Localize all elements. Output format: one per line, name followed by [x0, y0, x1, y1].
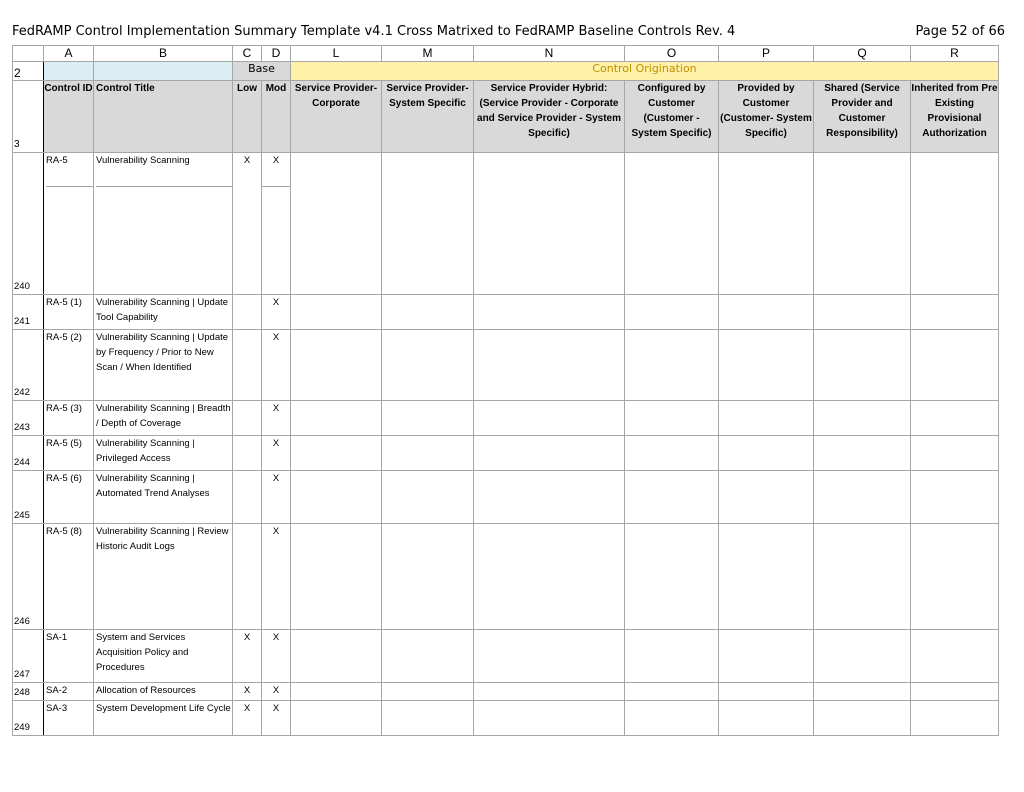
empty-cell [719, 630, 814, 683]
low-cell: X [233, 683, 262, 701]
row-number: 247 [13, 630, 44, 683]
row-number: 248 [13, 683, 44, 701]
page-header [12, 24, 1005, 42]
low-header: Low [233, 81, 262, 153]
table-row [13, 295, 999, 330]
empty-cell [474, 701, 625, 736]
control-id: RA-5 [46, 155, 68, 166]
empty-cell [382, 524, 474, 630]
control-title: Vulnerability Scanning | Privileged Access [94, 436, 233, 471]
control-id: RA-5 (5) [44, 436, 94, 471]
empty-cell [291, 436, 382, 471]
control-title: Vulnerability Scanning | Update by Frequency / Prior to New Scan / When Identified [94, 330, 233, 401]
control-id: RA-5 (3) [44, 401, 94, 436]
empty-cell [719, 401, 814, 436]
shared-header: Shared (Service Provider and Customer Responsibility) [814, 81, 911, 153]
empty-cell [911, 436, 999, 471]
control-title: Allocation of Resources [94, 683, 233, 701]
empty-cell [719, 436, 814, 471]
empty-cell [911, 330, 999, 401]
empty-cell [382, 330, 474, 401]
low-cell [233, 436, 262, 471]
table-row [13, 630, 999, 683]
empty-cell [814, 401, 911, 436]
empty-cell [474, 436, 625, 471]
empty-cell [719, 330, 814, 401]
provided-by-customer-header: Provided by Customer (Customer- System Specific) [719, 81, 814, 153]
empty-cell [382, 630, 474, 683]
page-number: Page 52 of 66 [915, 24, 1005, 39]
row-number: 245 [13, 471, 44, 524]
document-title: FedRAMP Control Implementation Summary Template v4.1 Cross Matrixed to FedRAMP Baseline Controls Rev. 4 [12, 24, 736, 39]
column-header: L [291, 46, 382, 62]
row-number: 3 [13, 81, 44, 153]
table-row [13, 153, 999, 295]
low-cell [233, 295, 262, 330]
control-title: Vulnerability Scanning | Review Historic Audit Logs [94, 524, 233, 630]
mod-cell: X [262, 471, 291, 524]
empty-cell [291, 295, 382, 330]
control-title-cell [94, 153, 233, 295]
control-id: SA-1 [44, 630, 94, 683]
row-number: 240 [13, 153, 44, 295]
column-header: Q [814, 46, 911, 62]
control-title: Vulnerability Scanning | Update Tool Capability [94, 295, 233, 330]
table-row [13, 524, 999, 630]
empty-cell [474, 295, 625, 330]
mod-cell: X [262, 401, 291, 436]
inherited-header: Inherited from Pre Existing Provisional Authorization [911, 81, 999, 153]
empty-cell [474, 471, 625, 524]
empty-cell [625, 471, 719, 524]
empty-cell [291, 153, 382, 295]
control-id: SA-2 [44, 683, 94, 701]
sp-system-specific-header: Service Provider- System Specific [382, 81, 474, 153]
sp-hybrid-header: Service Provider Hybrid: (Service Provider - Corporate and Service Provider - System Specific) [474, 81, 625, 153]
column-header: N [474, 46, 625, 62]
empty-cell [291, 524, 382, 630]
control-title: Vulnerability Scanning [96, 155, 190, 166]
empty-cell [814, 471, 911, 524]
control-title: System and Services Acquisition Policy and Procedures [94, 630, 233, 683]
mod-mark: X [272, 155, 280, 166]
control-origination-header: Control Origination [291, 62, 999, 81]
empty-cell [911, 401, 999, 436]
empty-cell [474, 153, 625, 295]
empty-cell [719, 683, 814, 701]
empty-cell [625, 401, 719, 436]
empty-cell [814, 436, 911, 471]
empty-cell [911, 630, 999, 683]
empty-cell [291, 471, 382, 524]
field-header-row [13, 81, 999, 153]
table-row [13, 701, 999, 736]
row-number: 242 [13, 330, 44, 401]
control-id: RA-5 (6) [44, 471, 94, 524]
empty-cell [719, 701, 814, 736]
low-cell [233, 330, 262, 401]
control-title: Vulnerability Scanning | Automated Trend Analyses [94, 471, 233, 524]
table-row [13, 436, 999, 471]
empty-cell [474, 630, 625, 683]
empty-cell [625, 153, 719, 295]
low-cell: X [233, 630, 262, 683]
empty-cell [814, 295, 911, 330]
column-header: M [382, 46, 474, 62]
empty-cell [382, 295, 474, 330]
table-row [13, 683, 999, 701]
empty-cell [814, 701, 911, 736]
control-title-header: Control Title [94, 81, 233, 153]
row-number: 243 [13, 401, 44, 436]
empty-cell [382, 401, 474, 436]
column-letter-row [13, 46, 999, 62]
empty-cell [814, 524, 911, 630]
column-header: B [94, 46, 233, 62]
mod-cell: X [262, 330, 291, 401]
control-title: System Development Life Cycle [94, 701, 233, 736]
sp-corporate-header: Service Provider- Corporate [291, 81, 382, 153]
mod-cell: X [262, 436, 291, 471]
configured-by-customer-header: Configured by Customer (Customer - System Specific) [625, 81, 719, 153]
control-matrix-table [12, 45, 999, 736]
corner-cell [13, 46, 44, 62]
empty-cell [625, 683, 719, 701]
empty-cell [291, 401, 382, 436]
empty-cell [382, 471, 474, 524]
mod-cell: X [262, 701, 291, 736]
base-header: Base [233, 62, 291, 81]
empty-cell [911, 683, 999, 701]
row-number: 241 [13, 295, 44, 330]
empty-cell [911, 524, 999, 630]
empty-cell [911, 701, 999, 736]
low-cell [233, 471, 262, 524]
empty-cell [474, 330, 625, 401]
column-header: P [719, 46, 814, 62]
empty-cell [291, 330, 382, 401]
empty-cell [291, 701, 382, 736]
empty-cell [911, 295, 999, 330]
empty-cell [625, 630, 719, 683]
row-number: 246 [13, 524, 44, 630]
column-header: D [262, 46, 291, 62]
empty-cell [625, 330, 719, 401]
table-row [13, 330, 999, 401]
empty-cell [911, 471, 999, 524]
low-cell: X [233, 153, 262, 295]
empty-cell [625, 524, 719, 630]
low-cell: X [233, 701, 262, 736]
empty-cell [474, 683, 625, 701]
control-id-header: Control ID [44, 81, 94, 153]
empty-cell [291, 630, 382, 683]
row-number: 249 [13, 701, 44, 736]
mod-cell [262, 153, 291, 295]
empty-cell [625, 701, 719, 736]
empty-cell [291, 683, 382, 701]
column-header: O [625, 46, 719, 62]
empty-cell [814, 683, 911, 701]
mod-cell: X [262, 295, 291, 330]
empty-cell [474, 401, 625, 436]
control-title: Vulnerability Scanning | Breadth / Depth of Coverage [94, 401, 233, 436]
row-number: 2 [13, 62, 44, 81]
empty-cell [814, 153, 911, 295]
column-header: C [233, 46, 262, 62]
empty-cell [382, 701, 474, 736]
empty-cell [625, 295, 719, 330]
control-id: RA-5 (2) [44, 330, 94, 401]
mod-cell: X [262, 630, 291, 683]
blank-header-cell [94, 62, 233, 81]
empty-cell [719, 524, 814, 630]
mod-cell: X [262, 683, 291, 701]
empty-cell [474, 524, 625, 630]
low-cell [233, 524, 262, 630]
low-cell [233, 401, 262, 436]
mod-header: Mod [262, 81, 291, 153]
control-id: SA-3 [44, 701, 94, 736]
empty-cell [719, 153, 814, 295]
empty-cell [382, 436, 474, 471]
control-id-cell [44, 153, 94, 295]
empty-cell [719, 471, 814, 524]
column-header: A [44, 46, 94, 62]
empty-cell [382, 683, 474, 701]
control-id: RA-5 (1) [44, 295, 94, 330]
control-id: RA-5 (8) [44, 524, 94, 630]
blank-header-cell [44, 62, 94, 81]
column-header: R [911, 46, 999, 62]
empty-cell [814, 330, 911, 401]
table-row [13, 471, 999, 524]
group-header-row [13, 62, 999, 81]
table-row [13, 401, 999, 436]
row-number: 244 [13, 436, 44, 471]
empty-cell [719, 295, 814, 330]
empty-cell [911, 153, 999, 295]
empty-cell [814, 630, 911, 683]
mod-cell: X [262, 524, 291, 630]
empty-cell [625, 436, 719, 471]
empty-cell [382, 153, 474, 295]
